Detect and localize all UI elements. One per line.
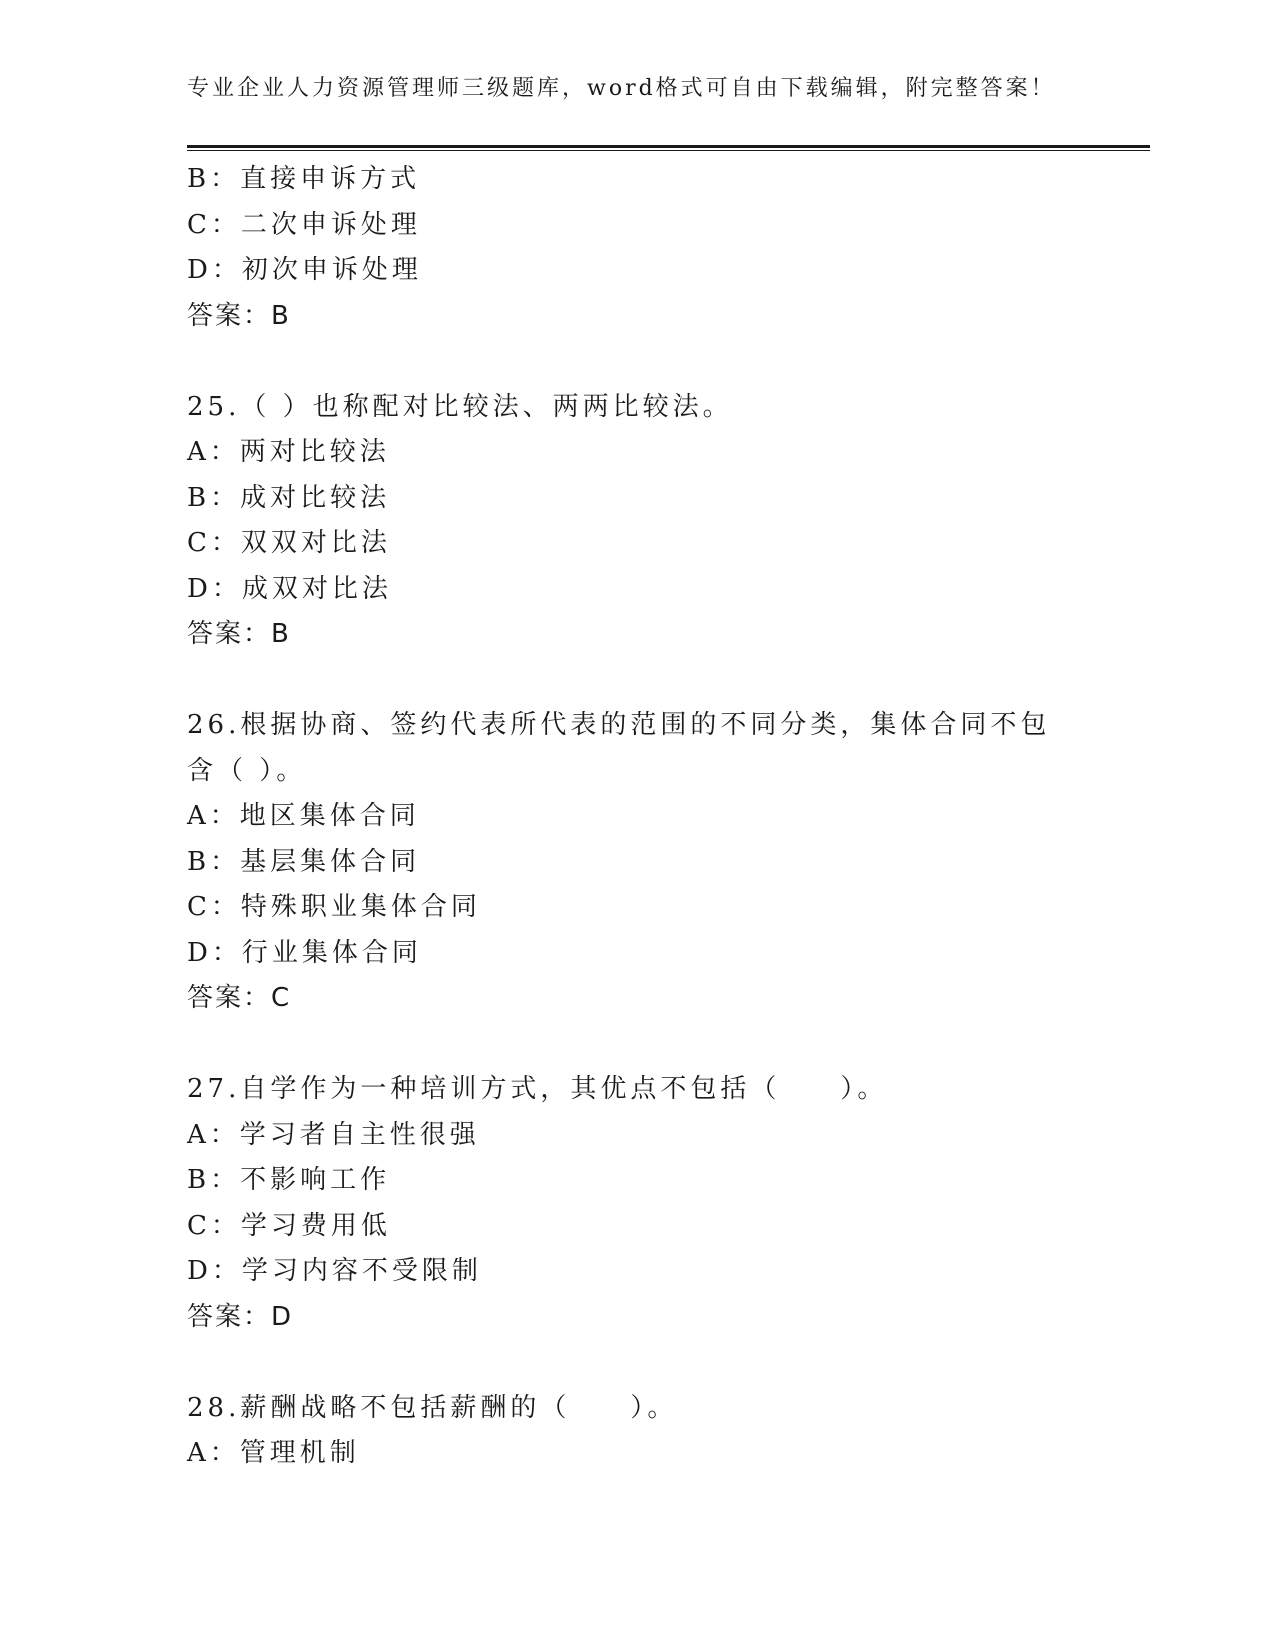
option-c: C：二次申诉处理 [187, 209, 421, 240]
question-24-block [187, 157, 1087, 339]
option-a: A：管理机制 [187, 1438, 360, 1468]
header-rule-thin [187, 150, 1150, 151]
question-text: 27.自学作为一种培训方式，其优点不包括（ ）。 [187, 1074, 888, 1104]
option-a: A：学习者自主性很强 [187, 1119, 480, 1150]
option-c: C：特殊职业集体合同 [187, 892, 481, 922]
option-c: C：双双对比法 [187, 528, 391, 558]
answer: 答案：B [187, 619, 291, 649]
header-rule-thick [187, 145, 1150, 148]
option-b: B：基层集体合同 [187, 846, 421, 877]
option-b: B：不影响工作 [187, 1165, 391, 1195]
answer: 答案：B [187, 300, 291, 331]
question-28-block [187, 1386, 1087, 1477]
option-b: B：直接申诉方式 [187, 164, 421, 194]
spacer [187, 658, 1087, 704]
option-d: D：学习内容不受限制 [187, 1256, 482, 1286]
option-a: A：两对比较法 [187, 437, 390, 467]
question-text: 28.薪酬战略不包括薪酬的（ ）。 [187, 1392, 678, 1423]
option-d: D：初次申诉处理 [187, 255, 422, 285]
question-text: 25.（ ）也称配对比较法、两两比较法。 [187, 391, 733, 422]
page-header: 专业企业人力资源管理师三级题库，word格式可自由下载编辑，附完整答案！ [187, 76, 1056, 101]
option-d: D：成双对比法 [187, 573, 392, 604]
answer: 答案：C [187, 983, 292, 1013]
answer: 答案：D [187, 1301, 294, 1332]
question-27-block [187, 1067, 1087, 1340]
spacer [187, 1340, 1087, 1386]
option-b: B：成对比较法 [187, 482, 391, 513]
question-26-block [187, 703, 1087, 1022]
option-a: A：地区集体合同 [187, 801, 420, 831]
question-content [187, 157, 1087, 1477]
option-c: C：学习费用低 [187, 1210, 391, 1241]
spacer [187, 339, 1087, 385]
option-d: D：行业集体合同 [187, 937, 422, 968]
question-text: 26.根据协商、签约代表所代表的范围的不同分类，集体合同不包含（ ）。 [187, 710, 1051, 786]
spacer [187, 1022, 1087, 1068]
question-25-block [187, 385, 1087, 658]
